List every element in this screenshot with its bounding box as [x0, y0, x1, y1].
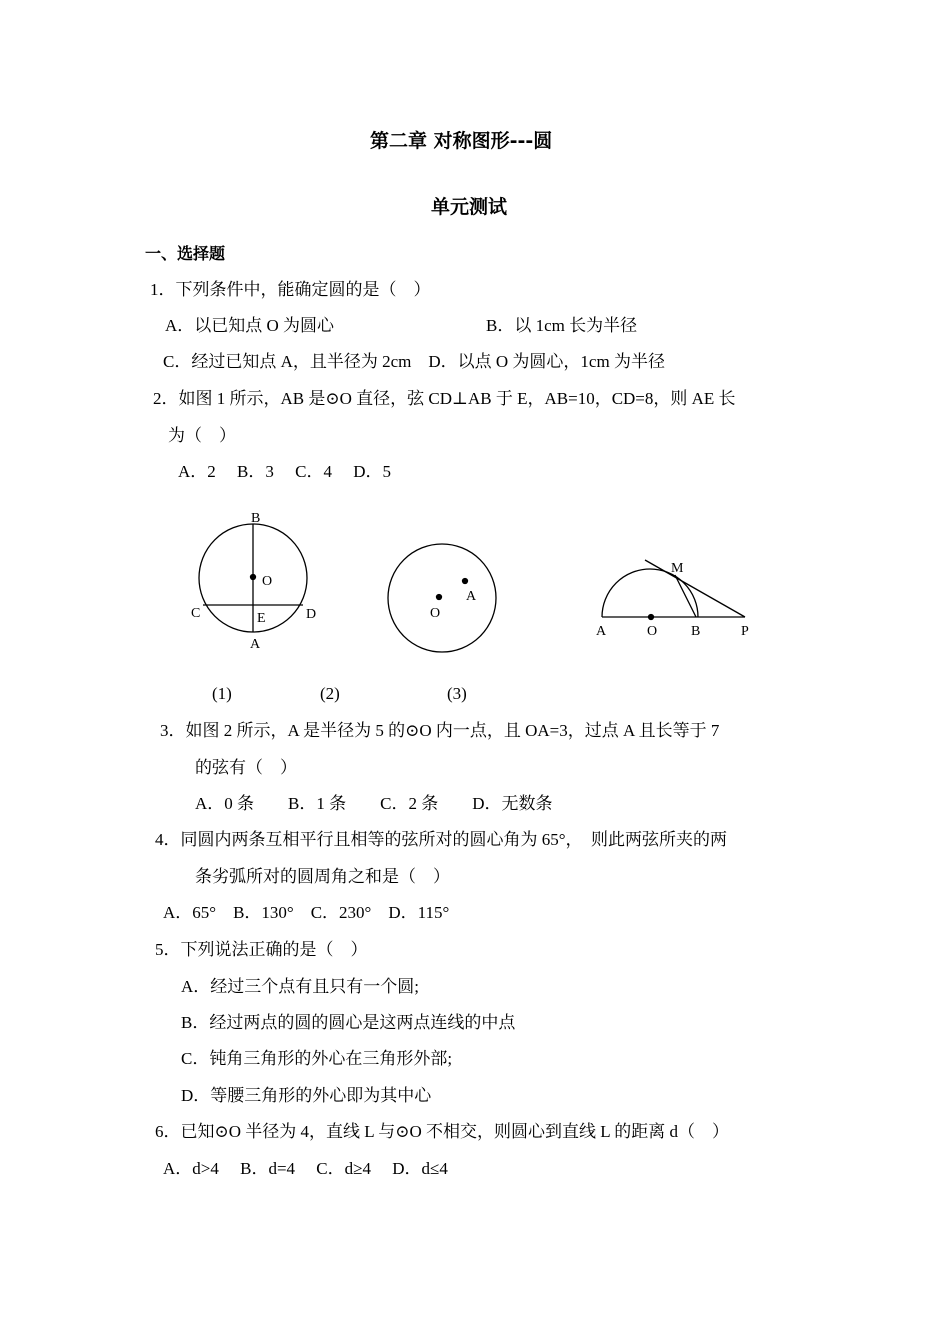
- q2-options: A．2 B．3 C．4 D．5: [178, 462, 391, 481]
- page-subtitle: 单元测试: [431, 196, 508, 218]
- label-b: B: [251, 511, 261, 526]
- q3-stem: 3．如图 2 所示，A 是半径为 5 的⊙O 内一点，且 OA=3，过点 A 且长等于 7: [160, 721, 720, 740]
- label-m: M: [671, 561, 684, 576]
- q2-stem-cont: 为（ ）: [168, 426, 236, 445]
- label-a: A: [596, 624, 607, 639]
- label-e: E: [257, 611, 266, 626]
- label-d: D: [306, 607, 317, 622]
- q6-stem: 6．已知⊙O 半径为 4，直线 L 与⊙O 不相交，则圆心到直线 L 的距离 d（ ）: [155, 1122, 730, 1141]
- q1-option-b: B．以 1cm 长为半径: [486, 316, 638, 335]
- q6-options: A．d>4 B．d=4 C．d≥4 D．d≤4: [163, 1159, 448, 1178]
- q5-option-c: C．钝角三角形的外心在三角形外部;: [181, 1049, 453, 1068]
- caption-1: (1): [212, 684, 232, 703]
- figure-2: [388, 544, 496, 652]
- label-o: O: [262, 574, 273, 589]
- q3-options: A．0 条 B．1 条 C．2 条 D．无数条: [195, 794, 553, 813]
- q4-stem: 4．同圆内两条互相平行且相等的弦所对的圆心角为 65°， 则此两弦所夹的两: [155, 830, 728, 849]
- q2-stem: 2．如图 1 所示，AB 是⊙O 直径，弦 CD⊥AB 于 E，AB=10，CD=8，则 AE 长: [153, 389, 736, 408]
- figure-1: [199, 524, 307, 632]
- label-o: O: [647, 624, 658, 639]
- figure-2-labels: [430, 589, 477, 621]
- q5-option-a: A．经过三个点有且只有一个圆;: [181, 977, 419, 996]
- q1-option-a: A．以已知点 O 为圆心: [165, 316, 335, 335]
- label-b: B: [691, 624, 701, 639]
- label-c: C: [191, 606, 201, 621]
- section-heading: 一、选择题: [145, 244, 226, 263]
- caption-3: (3): [447, 684, 467, 703]
- q4-options: A．65° B．130° C．230° D．115°: [163, 903, 450, 922]
- q1-stem: 1．下列条件中，能确定圆的是（ ）: [150, 280, 431, 299]
- q5-option-d: D．等腰三角形的外心即为其中心: [181, 1086, 432, 1105]
- caption-2: (2): [320, 684, 340, 703]
- page-title: 第二章 对称图形---圆: [370, 130, 553, 152]
- label-o: O: [430, 606, 441, 621]
- q1-options-cd: C．经过已知点 A，且半径为 2cm D．以点 O 为圆心，1cm 为半径: [163, 352, 665, 371]
- q4-stem-cont: 条劣弧所对的圆周角之和是（ ）: [195, 867, 450, 886]
- label-a: A: [250, 637, 261, 652]
- q5-option-b: B．经过两点的圆的圆心是这两点连线的中点: [181, 1013, 516, 1032]
- q5-stem: 5．下列说法正确的是（ ）: [155, 940, 368, 959]
- q3-stem-cont: 的弦有（ ）: [195, 758, 297, 777]
- figure-3-labels: [596, 561, 749, 639]
- label-p: P: [741, 624, 749, 639]
- label-a: A: [466, 589, 477, 604]
